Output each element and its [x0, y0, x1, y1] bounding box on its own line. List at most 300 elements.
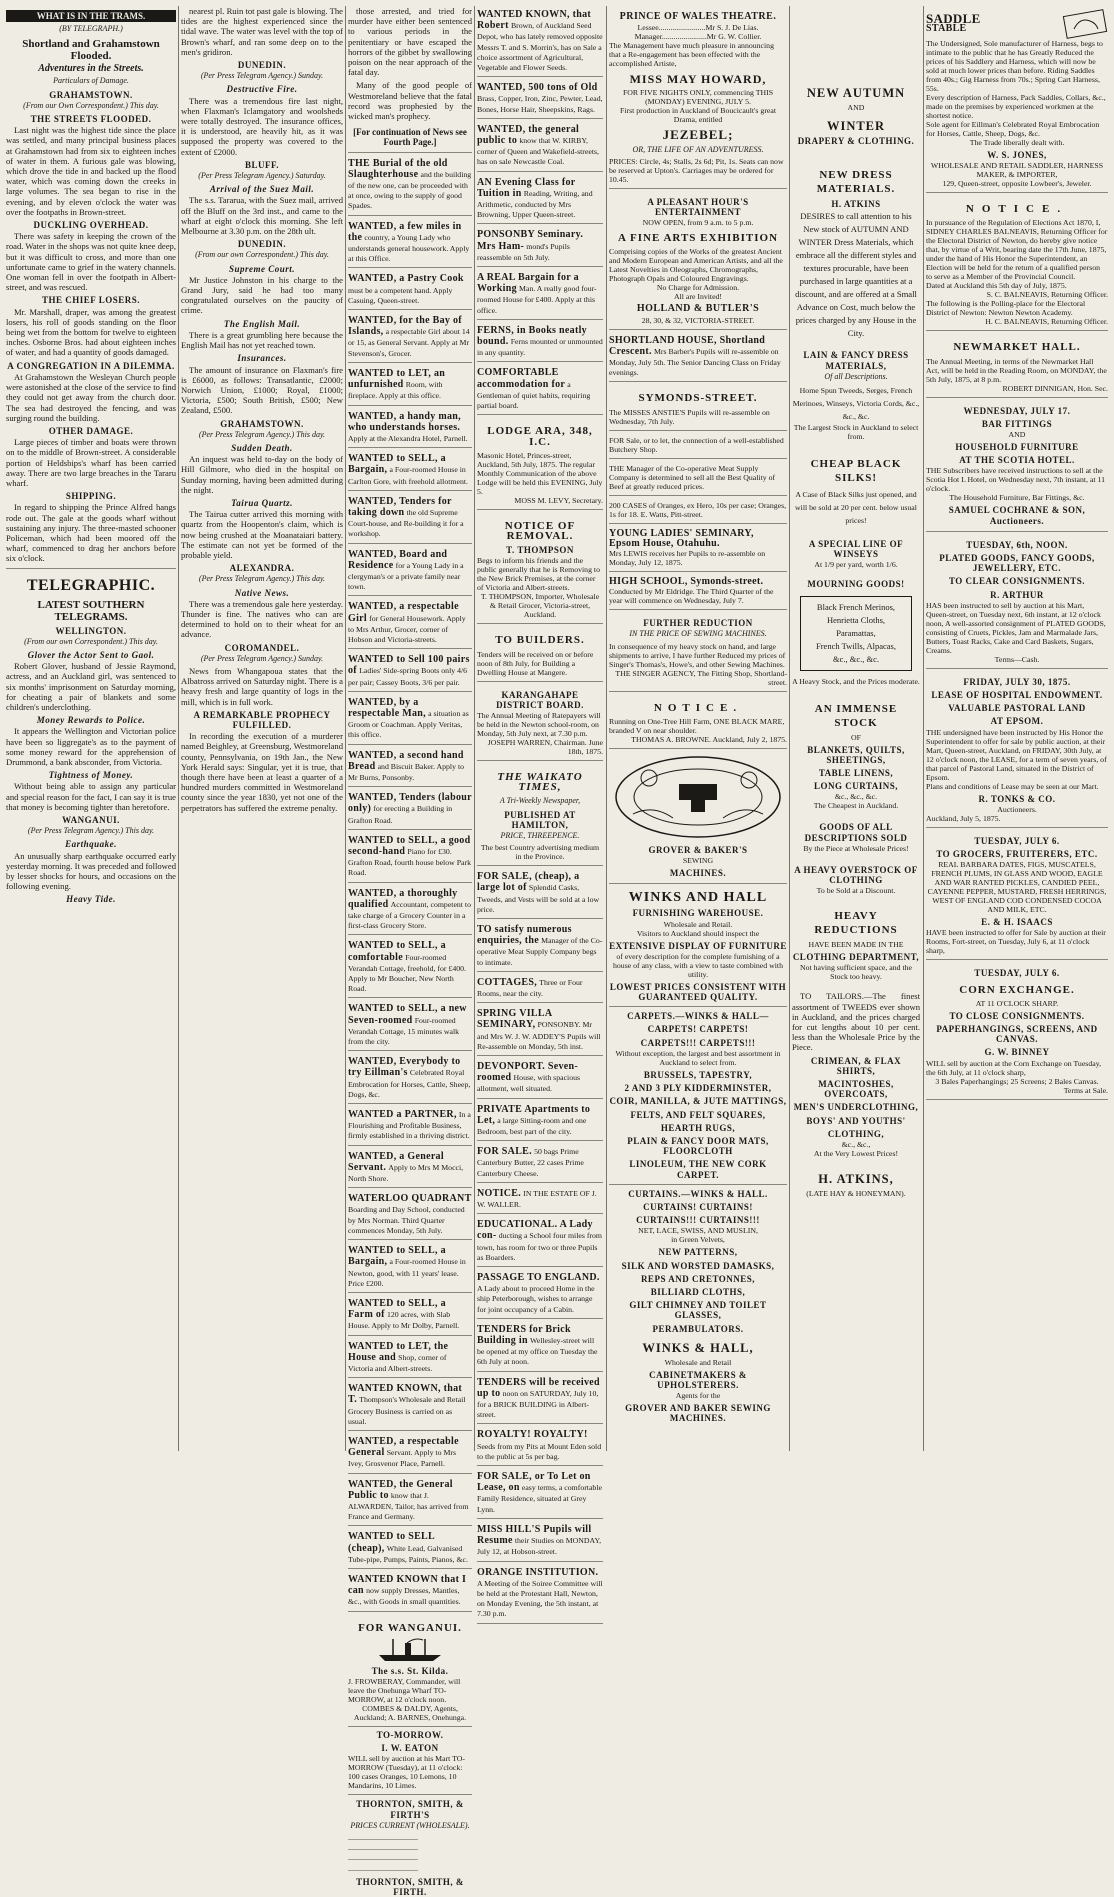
ad-body: and Biscuit Baker. Apply to Mr Burns, Ponsonby.: [348, 761, 465, 782]
mourning-item: Henrietta Cloths,: [826, 614, 886, 625]
curtain-velvets: in Green Velvets,: [671, 1235, 725, 1245]
winks-display-body: of every description for the complete furnishing of a house of any class, with a view to taste combined with utility.: [613, 951, 783, 979]
section-heading: A CONGREGATION IN A DILEMMA.: [7, 360, 175, 371]
ad-title: SPRING VILLA SEMINARY,: [477, 1008, 552, 1031]
removal-notice: [477, 512, 603, 625]
polling-place: The following is the Polling-place for the Electoral District of Newton: Newton Newton Academy.: [926, 299, 1086, 318]
ad-body: for a Young Lady in a clergyman's or a private family near town.: [348, 560, 464, 592]
entertainment-column-5: [609, 6, 787, 1451]
ad-body: the old Supreme Court-house, and Re-building it for a workshop.: [348, 507, 464, 539]
immense-stock: AN IMMENSE STOCK: [814, 702, 898, 729]
correspondent-line: (Per Press Telegram Agency.) Sunday.: [200, 71, 324, 81]
winks-furnishing: FURNISHING WAREHOUSE.: [632, 908, 764, 919]
discount: To be Sold at a Discount.: [816, 886, 896, 896]
isaacs-name: E. & H. ISAACS: [981, 917, 1053, 928]
seal-top-text: GROVER & BAKER'S: [648, 845, 748, 856]
notice-title: NOTICE.: [965, 203, 1069, 216]
dateline: DUNEDIN.: [237, 239, 287, 250]
ad-title: WANTED KNOWN, that Robert: [477, 9, 592, 32]
ad-body: their Studies on MONDAY, July 12, at Hobson-street.: [477, 1536, 602, 1557]
winks-display: EXTENSIVE DISPLAY OF FURNITURE: [609, 940, 787, 951]
shortland-ad: [609, 332, 787, 383]
ad-body: Brown, of Auckland Seed Depot, who has lately removed opposite Messrs T. and S. Morrin's, has on Sale a choice assortment of Agricultural, Vegetable and Flower Seeds.: [477, 21, 603, 73]
auction-column-7: [926, 6, 1108, 1451]
prices-current-title: THORNTON, SMITH, & FIRTH'S: [356, 1799, 464, 1820]
fine-arts-title: A FINE ARTS EXHIBITION: [617, 232, 779, 245]
for-sale-ad: FOR Sale, or to let, the connection of a well-established Butchery Shop.: [609, 433, 787, 459]
column-rule: [345, 6, 346, 1451]
wanganui-ship-ad: [348, 1614, 472, 1727]
wanted-ads-list: [348, 155, 472, 1612]
atkins-late: (LATE HAY & HONEYMAN).: [806, 1189, 906, 1199]
plated-date: TUESDAY, 6th, NOON.: [966, 539, 1068, 550]
classified-ad: [348, 1528, 472, 1569]
article-paragraph: In recording the execution of a murderer named Beighley, at Greensburg, Westmoreland county, Pennsylvania, on 19th Jan., the New York Herald says: Singular, yet it is true, that though there have been at least a quarter of a hundred murders committed in Westmoreland county since the year 1830, yet not one of the perpetrators has suffered the extreme penalty.: [181, 731, 343, 813]
drapery-clothing: DRAPERY & CLOTHING.: [797, 136, 915, 146]
theatre-lessee: Lessee........................Mr S. J. De Lias.: [637, 23, 759, 33]
article-paragraph: There was safety in keeping the crown of the road. Water in the shops was not quite knee deep, but it was difficult to cross, and more than one unfortunate came to grief in the watery channels. One woman fell in over the footpath in Albert-street, and was rescued.: [6, 231, 176, 293]
sewing-signature: THE SINGER AGENCY, The Fitting Shop, Shortland-street.: [615, 668, 787, 687]
arthur-name: R. ARTHUR: [990, 589, 1044, 600]
winks-wholesale-2: Wholesale and Retail: [664, 1357, 732, 1367]
ad-title: WANTED to SELL, a Bargain,: [348, 1245, 446, 1268]
karangahape-notice: [477, 684, 603, 761]
ad-body: House, with spacious allotment, well situated.: [477, 1073, 581, 1094]
high-school-title: HIGH SCHOOL, Symonds-street.: [609, 576, 764, 588]
ad-title: WANTED to LET, the House and: [348, 1340, 449, 1363]
article-paragraph: There was a tremendous gale here yesterday. Thunder is fine. The natives who can are determined to hold on to their wheat for an advance.: [181, 598, 343, 640]
saddle-signature-sub: WHOLESALE AND RETAIL SADDLER, HARNESS MAKER, & IMPORTER,: [930, 161, 1104, 180]
saddle-trade: The Trade liberally dealt with.: [969, 138, 1065, 147]
ad-body: In a Flourishing and Profitable Business, firmly established in a thriving district.: [348, 1110, 471, 1141]
grover-baker-line: GROVER AND BAKER SEWING MACHINES.: [625, 1403, 771, 1424]
clothing-body: Not having sufficient space, and the Stock too heavy.: [799, 963, 912, 982]
play-title: JEZEBEL;: [662, 127, 734, 143]
saddle-agent: Sole agent for Eillman's Celebrated Royal Embrocation for Horses, Cattle, Sheep, Dogs, &c.: [926, 120, 1100, 138]
classified-ad: [477, 6, 603, 77]
been-made: HAVE BEEN MADE IN THE: [808, 940, 904, 950]
classified-ad: [348, 694, 472, 745]
auction-date: TO-MORROW.: [376, 1729, 444, 1740]
classified-ad: [477, 269, 603, 320]
cheap-black-silks: CHEAP BLACK SILKS!: [810, 458, 902, 485]
ad-body: ducting a School four miles from town, has room for two or three Pupils as Boarders.: [477, 1231, 602, 1262]
karangahape-title: KARANGAHAPE DISTRICT BOARD.: [496, 689, 584, 710]
classified-ad: [348, 598, 472, 649]
by-telegraph: (BY TELEGRAPH.): [59, 24, 123, 33]
correspondent-line: (From our own Correspondent.) This day.: [195, 250, 329, 260]
story-heading: Insurances.: [237, 353, 287, 364]
dateline: COROMANDEL.: [224, 642, 300, 653]
ad-title: WANTED to Sell 100 pairs of: [348, 654, 470, 677]
winks-hall-footer: WINKS & HALL,: [642, 1340, 754, 1355]
saddle-titles: [926, 10, 981, 34]
section-heading: THE STREETS FLOODED.: [30, 114, 152, 125]
seminary-title: YOUNG LADIES' SEMINARY, Epsom House, Otahuhu.: [609, 527, 754, 549]
corn-time: AT 11 O'CLOCK SHARP.: [975, 998, 1059, 1008]
ad-body: Wellesley-street will be opened at my office on Tuesday the 6th July at noon.: [477, 1336, 598, 1367]
ad-body: a large Sitting-room and one Bedroom, best part of the city.: [477, 1115, 587, 1136]
horse-stamp-icon: [1062, 9, 1108, 39]
saddle-header: [926, 9, 1108, 39]
oranges-ad: 200 CASES of Oranges, ex Hero, 10s per case; Oranges, 1s for 18. E. Watts, Pitt-street.: [609, 498, 787, 524]
ad-title: WANTED, 500 tons of Old: [477, 82, 598, 94]
wanted-ads-list: [477, 6, 603, 415]
curtains-line: CURTAINS!!! CURTAINS!!!: [636, 1215, 760, 1226]
classified-ad: [348, 365, 472, 406]
ad-body: Thompson's Wholesale and Retail Grocery Business is carried on as usual.: [348, 1395, 466, 1426]
epsom-place: AT EPSOM.: [990, 716, 1044, 727]
classified-ad: [477, 121, 603, 172]
article-paragraph: There is a great grumbling here because the English Mail has not yet reached town.: [181, 329, 343, 351]
column-rule: [474, 6, 475, 1451]
classifieds-column-4: [477, 6, 603, 1619]
sewing-body: In consequence of my heavy stock on hand, and large shipments to arrive, I have further Reduced my prices of Singer's Thomas's, Howe's, and other Sewing Machines.: [609, 641, 786, 669]
notice-title: NOTICE.: [653, 701, 743, 714]
story-heading: Heavy Tide.: [66, 894, 116, 905]
classified-ad: [348, 1571, 472, 1612]
classified-ad: [477, 1426, 603, 1466]
article-paragraph: An inquest was held to-day on the body of Hill Gilmore, who died in the hospital on Sunday morning, having been admitted during the night.: [181, 454, 343, 495]
grocers-body: REAL BARBARA DATES, FIGS, MUSCATELS, FRENCH PLUMS, IN GLASS AND WOOD, EAGLE AND WAR RANTED PICKLES, CANDIED PEEL, CAYENNE PEPPER, MUSTARD, FRESH HERRINGS, WEST OF ENGLAND COD CONDENSED COCOA AND MILK, ETC.: [927, 860, 1107, 915]
classified-ad: [348, 408, 472, 449]
ad-body: A Lady about to proceed Home in the ship Peterborough, wishes to arrange for joint occupancy of a Cabin.: [477, 1284, 595, 1314]
ship-details: J. FROWBERAY, Commander, will leave the Onehunga Wharf TO-MORROW, at 12 o'clock noon.: [348, 1676, 461, 1704]
holland-butler: HOLLAND & BUTLER'S: [636, 303, 760, 315]
story-heading: Destructive Fire.: [226, 84, 298, 95]
etc-line-2: &c., &c.,: [841, 1140, 871, 1150]
new-dress-materials: NEW DRESS MATERIALS.: [816, 169, 896, 196]
correspondent-line: (Per Press Telegram Agency.) Saturday.: [198, 171, 326, 181]
theatre-manager: Manager.......................Mr G. W. Collier.: [634, 32, 762, 42]
binney-name: G. W. BINNEY: [984, 1047, 1050, 1058]
arthur-terms: Terms—Cash.: [994, 654, 1040, 664]
ad-title: WATERLOO QUADRANT: [348, 1193, 472, 1205]
mourning-box: [800, 596, 912, 671]
carpet-type: BRUSSELS, TAPESTRY,: [643, 1069, 753, 1080]
continuation-notice: [For continuation of News see Fourth Page.]: [348, 124, 472, 152]
binney-body: WILL sell by auction at the Corn Exchange on Tuesday, the 6th July, at 11 o'clock sharp,: [926, 1058, 1102, 1077]
article-paragraph: There was a tremendous fire last night, when Flaxman's Iclamgatory and woolsheds were totally destroyed. The insurance offices, it is understood, are heavily hit, as it was supposed the property was covered to the extent of £2000.: [181, 95, 343, 157]
waikato-times-ad: [477, 763, 603, 866]
newmarket-ad: [926, 333, 1108, 397]
ad-body: Piano for £30. Grafton Road, fourth house below Park Road.: [348, 847, 471, 878]
pleasant-hour: A PLEASANT HOUR'S ENTERTAINMENT: [647, 196, 749, 218]
sewing-machines-ad: [609, 612, 787, 691]
correspondent-line: (Per Press Telegram Agency.) This day.: [27, 826, 155, 836]
story-heading: The English Mail.: [223, 318, 301, 329]
classified-ad: [348, 1148, 472, 1189]
article-paragraph: An unusually sharp earthquake occurred early yesterday morning. It was preceded and followed by lesser shocks for hours, and occasions on the following evening.: [6, 850, 176, 892]
dateline: BLUFF.: [245, 159, 279, 170]
epsom-lease: LEASE OF HOSPITAL ENDOWMENT.: [931, 690, 1103, 701]
and-word: AND: [1008, 430, 1026, 440]
goods-all: GOODS OF ALL DESCRIPTIONS SOLD: [804, 822, 908, 843]
lodge-body: Masonic Hotel, Princes-street, Auckland, 5th July, 1875. The regular Monthly Communication of the above Lodge will be held this EVENING, July 5.: [477, 450, 603, 496]
lodge-ad: [477, 417, 603, 509]
exhibition-ad: [609, 191, 787, 330]
lain-fancy: LAIN & FANCY DRESS MATERIALS,: [803, 350, 909, 371]
ad-title: WANTED, the general public to: [477, 123, 580, 147]
section-heading: THE CHIEF LOSERS.: [42, 295, 140, 306]
auctioneer-name: I. W. EATON: [381, 1743, 439, 1754]
article-paragraph: It appears the Wellington and Victorian police have been so liggregate's as to the payment of some money reward for the apprehension of Drummond, a bank absconder, from Victoria.: [6, 726, 176, 767]
winks-wholesale: Wholesale and Retail.: [663, 919, 733, 929]
carpet-type: LINOLEUM, THE NEW CORK CARPET.: [629, 1159, 767, 1180]
cabinetmakers: CABINETMAKERS & UPHOLSTERERS.: [649, 1369, 747, 1390]
ad-title: THE Burial of the old Slaughterhouse: [348, 157, 448, 180]
ad-body: PONSONBY. Mr and Mrs W. J. W. ADDEY'S Pupils will Re-assemble on Monday, 5th inst.: [477, 1020, 601, 1051]
classified-ad: [477, 921, 603, 972]
ad-title: WANTED to LET, an unfurnished: [348, 367, 446, 391]
corn-date: TUESDAY, JULY 6.: [974, 968, 1060, 979]
carpets-line: CARPETS!!! CARPETS!!!: [640, 1037, 756, 1048]
bar-fittings: BAR FITTINGS: [981, 418, 1053, 429]
ad-title: COMFORTABLE accommodation for: [477, 367, 566, 390]
macintoshes: MACINTOSHES, OVERCOATS,: [818, 1079, 894, 1100]
ad-body: easy terms, a comfortable Family Residence, situated at Grey Lynn.: [477, 1483, 602, 1514]
classified-ad: [348, 651, 472, 692]
classified-ad: [477, 1468, 603, 1519]
ad-body: Shop, corner of Victoria and Albert-streets.: [348, 1352, 447, 1373]
theatre-first: First production in Auckland of Boucicault's great Drama, entitled: [619, 106, 776, 125]
dateline: GRAHAMSTOWN.: [49, 89, 133, 100]
telegraphic-heading: TELEGRAPHIC.: [26, 576, 156, 594]
classified-ad: [348, 546, 472, 597]
ad-body: a Four-roomed House in Carlton Gore, with freehold allotment.: [348, 465, 468, 486]
seal-bottom-text: MACHINES.: [669, 868, 727, 879]
classified-ad: [348, 1295, 472, 1336]
article-paragraph: Mr. Marshall, draper, was among the greatest losers, his roll of goods standing on the floor being wet from the bottom for twelve to eighteen inches. Osborne Bros. had about eighteen inches of water, and had a quantity of goods damaged.: [6, 306, 176, 358]
notice-ad: [609, 694, 787, 749]
ad-title: WANTED KNOWN, that T.: [348, 1383, 463, 1406]
section-heading: OTHER DAMAGE.: [48, 425, 134, 436]
cheapest-line: The Cheapest in Auckland.: [813, 801, 899, 811]
curtain-patterns: NEW PATTERNS,: [658, 1247, 738, 1258]
story-heading: Money Rewards to Police.: [36, 715, 146, 726]
divider: [609, 1006, 787, 1007]
ad-body: Manager of the Co-operative Meat Supply Company begs to intimate.: [477, 936, 603, 967]
classified-ad: [348, 1053, 472, 1104]
corn-exchange-ad: [926, 962, 1108, 1099]
lain-list: Home Spun Tweeds, Serges, French Merinoes, Winseys, Victoria Cords, &c., &c., &c.: [792, 386, 920, 422]
ad-body: Reading, Writing, and Arithmetic, conducted by Mrs Browning, Upper Queen-street.: [477, 188, 593, 220]
carpet-type: COIR, MANILLA, & JUTE MATTINGS,: [609, 1096, 787, 1107]
classified-ad: [477, 1216, 603, 1267]
ad-title: ROYALTY! ROYALTY!: [477, 1429, 588, 1441]
waikato-title: THE WAIKATO TIMES,: [497, 770, 583, 794]
mourning-item: &c., &c., &c.: [832, 653, 880, 664]
saddle-note: Every description of Harness, Pack Saddles, Collars, &c., made on the premises by experienced workmen at the shortest notice.: [926, 93, 1106, 120]
election-notice: [926, 195, 1108, 331]
dateline: WANGANUI.: [62, 815, 120, 825]
classified-ad: [348, 155, 472, 216]
ad-body: now supply Dresses, Mantles, &c., with Goods in small quantities.: [348, 1586, 461, 1607]
long-curtains: LONG CURTAINS,: [813, 781, 899, 792]
mourning-item: Paramattas,: [836, 627, 876, 638]
removal-signature: T. THOMPSON, Importer, Wholesale & Retail Grocer, Victoria-street, Auckland.: [480, 592, 600, 620]
article-paragraph: Many of the good people of Westmoreland believe that the fatal record was prophesied by the wicked man's prophecy.: [348, 80, 472, 122]
classified-ad: [348, 1380, 472, 1431]
ad-body: a Gentleman of quiet habits, requiring partial board.: [477, 379, 591, 411]
prices-signature: THORNTON, SMITH, & FIRTH.: [356, 1876, 464, 1897]
epsom-pastoral: VALUABLE PASTORAL LAND: [948, 703, 1086, 714]
section-heading: SHIPPING.: [65, 491, 117, 502]
article-paragraph: Last night was the highest tide since the place was settled, and many principal business places at Grahamstown had from six to eighteen inches of water in them. A furious gale was blowing, which drove the tide in and backed up the flood water, which was coming down the creeks in large volumes. The sea began to rise in the evening, and by eleven o'clock the water was over the footpaths in Brown-street.: [6, 125, 176, 217]
news-column-2: [181, 6, 343, 1451]
pleasant-body: NOW OPEN, from 9 a.m. to 5 p.m.: [642, 218, 754, 228]
atkins-name: H. ATKINS: [831, 199, 881, 210]
ad-title: WANTED, a General Servant.: [348, 1150, 444, 1173]
ship-name: The s.s. St. Kilda.: [371, 1665, 449, 1676]
all-invited: All are Invited!: [673, 292, 723, 302]
dateline: GRAHAMSTOWN.: [220, 418, 304, 429]
article-paragraph: those arrested, and tried for murder have either been sentenced to various periods in the penitentiary or have escaped the horrors of the gibbet by swallowing poison on the near approach of the fatal day.: [348, 6, 472, 78]
sale-ads-list: [477, 868, 603, 1623]
ad-body: Three or Four Rooms, near the city.: [477, 977, 583, 998]
theatre-title: PRINCE OF WALES THEATRE.: [619, 11, 777, 22]
ad-body: know that W. KIRBY, corner of Queen and Wakefield-streets, has on sale Newcastle Coal.: [477, 136, 599, 167]
newmarket-title: NEWMARKET HALL.: [953, 341, 1081, 354]
ad-title: WANTED, the General Public to: [348, 1478, 453, 1501]
waikato-price: PRICE, THREEPENCE.: [500, 830, 580, 840]
perambulators: PERAMBULATORS.: [652, 1323, 744, 1334]
waikato-subtitle: A Tri-Weekly Newspaper,: [499, 796, 581, 806]
grocers-ad: [926, 830, 1108, 961]
lowest-prices: At the Very Lowest Prices!: [813, 1149, 899, 1159]
carpet-type: FELTS, AND FELT SQUARES,: [630, 1109, 766, 1120]
article-paragraph: nearest pl. Ruin tot past gale is blowing. The tides are the highest experienced since the tidal wave. The water was level with the top of Brown's wharf, and ran some deep on to the men's gridiron.: [181, 6, 343, 57]
epsom-lease-ad: [926, 671, 1108, 828]
ad-title: MISS HILL'S Pupils will Resume: [477, 1523, 592, 1547]
classified-ad: [477, 1005, 603, 1056]
article-paragraph: The Tairua cutter arrived this morning with quartz from the Hoopenton's claim, which is now being crushed at the Moanataiari battery. The estimate can not yet be formed of the probable yield.: [181, 509, 343, 560]
prices-current-subtitle: PRICES CURRENT (WHOLESALE).: [350, 1820, 470, 1830]
ad-title: WANTED to SELL, a new Seven-roomed: [348, 1003, 467, 1026]
classified-ad: [348, 1338, 472, 1379]
ad-title: WANTED, a respectable General: [348, 1435, 459, 1459]
boys-youths: BOYS' AND YOUTHS': [806, 1115, 906, 1126]
classified-ad: [477, 1374, 603, 1425]
sewing-title: FURTHER REDUCTION: [643, 618, 753, 629]
ad-body: a Four-roomed House in Newton, good, with 11 years' lease. Price £200.: [348, 1257, 466, 1288]
ad-body: Splendid Casks, Tweeds, and Vests will be sold at a low price.: [477, 883, 600, 914]
ad-title: WANTED, a Pastry Cook: [348, 273, 464, 285]
story-heading: A REMARKABLE PROPHECY FULFILLED.: [193, 709, 331, 730]
scotia-signature: SAMUEL COCHRANE & SON, Auctioneers.: [948, 505, 1086, 526]
scotia-list: The Household Furniture, Bar Fittings, &c.: [949, 493, 1085, 503]
correspondent-line: (Per Press Telegram Agency.) This day.: [198, 574, 326, 584]
scotia-ad: [926, 400, 1108, 532]
high-school-ad: [609, 574, 787, 610]
section-heading: DUCKLING OVERHEAD.: [33, 220, 149, 231]
article-paragraph: In regard to shipping the Prince Alfred hangs rode out. The gale at the goods wharf without sustaining any injury. The three-masted schooner Policeman, which had been moored off the wharf, commenced to drag her anchors before six o'clock.: [6, 502, 176, 564]
karangahape-body: The Annual Meeting of Ratepayers will be held in the Newton school-room, on Monday, 5th July next, at 7.30 p.m.: [477, 710, 601, 738]
classified-ad: [477, 79, 603, 119]
article-paragraph: News from Whangapoua states that the Albatross arrived on Saturday night. There is a heavy fresh and large quantity of logs in the mill, which is in full work.: [181, 665, 343, 707]
tonks-sub: Auctioneers.: [997, 804, 1037, 814]
grover-baker-seal: [609, 751, 787, 885]
ad-title: A REAL Bargain for a Working: [477, 272, 579, 295]
star-name: MISS MAY HOWARD,: [629, 72, 767, 87]
correspondent-line: (From our own Correspondent.) This day.: [24, 636, 158, 646]
mens-underclothing: MEN'S UNDERCLOTHING,: [793, 1102, 919, 1113]
divider: [6, 568, 176, 569]
ad-body: 50 bags Prime Canterbury Butter, 22 cases Prime Canterbury Cheese.: [477, 1147, 584, 1178]
symonds-title: SYMONDS-STREET.: [638, 392, 758, 405]
article-paragraph: Robert Glover, husband of Jessie Raymond, actress, and an Auckland girl, was sentenced to six months' imprisonment on Saturday morning, for cheating a pair of blankets and some children's underclothing.: [6, 661, 176, 712]
ad-title: WANTED to SELL, a Bargain,: [348, 453, 446, 476]
arthur-body: HAS been instructed to sell by auction at his Mart, Queen-street, on Tuesday next, 6th instant, at 12 o'clock noon, A well-assorted consignment of PLATED GOODS, consisting of Cruets, Pickles, Jam and Marmalade Jars, Butters, Toast Racks, Cake and Card Baskets, Sugars, Creams.: [926, 600, 1106, 655]
ad-title: TENDERS will be received up to: [477, 1376, 600, 1399]
classified-ad: [348, 1242, 472, 1293]
grocers-title: TO GROCERS, FRUITERERS, ETC.: [936, 849, 1098, 860]
ad-title: AN Evening Class for Tuition in: [477, 176, 576, 199]
holland-address: 28, 30, & 32, VICTORIA-STREET.: [641, 315, 755, 325]
table-linens: TABLE LINENS,: [818, 768, 894, 779]
classified-ad: [348, 1000, 472, 1051]
classified-ad: [348, 789, 472, 830]
etc-line: &c., &c., &c.: [834, 792, 878, 802]
classified-ad: [348, 1433, 472, 1474]
classified-ad: [477, 1521, 603, 1562]
saddle-signature: W. S. JONES,: [987, 150, 1047, 160]
clothing-word: CLOTHING,: [827, 1128, 885, 1139]
notice-signature: THOMAS A. BROWNE. Auckland, July 2, 1875.: [631, 734, 787, 744]
carpet-type: HEARTH RUGS,: [660, 1122, 736, 1133]
winks-visitors: Visitors to Auckland should inspect the: [636, 928, 760, 938]
curtain-types: NET, LACE, SWISS, AND MUSLIN,: [638, 1226, 758, 1236]
ad-body: 120 acres, with Slab House. Apply to Mr Dolby, Parnell.: [348, 1310, 460, 1331]
top-banner: WHAT IS IN THE TRAMS.: [6, 10, 176, 22]
classifieds-column-3: [348, 6, 472, 1897]
ad-title: TO satisfy numerous enquiries, the: [477, 923, 572, 947]
lodge-title: LODGE ARA, 348, I.C.: [487, 425, 593, 448]
ad-title: WANTED, Tenders (labour only): [348, 792, 472, 815]
winks-hall-heading: WINKS AND HALL: [628, 890, 768, 906]
classified-ad: [477, 226, 603, 267]
sewing-subtitle: IN THE PRICE OF SEWING MACHINES.: [629, 629, 767, 639]
flood-headline: Shortland and Grahamstown Flooded.: [22, 38, 160, 63]
article-paragraph: Mr Justice Johnston in his charge to the Grand Jury, said he had too many congratulated ourselves on the paucity of crime.: [181, 274, 343, 316]
curtain-reps: REPS AND CRETONNES,: [640, 1273, 756, 1284]
mourning-body: A Heavy Stock, and the Prices moderate.: [792, 676, 920, 686]
ad-body: IN THE ESTATE OF J. W. WALLER.: [477, 1188, 597, 1210]
shortland-title: SHORTLAND HOUSE, Shortland Crescent.: [609, 334, 766, 357]
ad-body: Four-roomed Verandah Cottage, freehold, for £400. Apply to Mr Boucher, New North Road.: [348, 952, 466, 994]
correspondent-line: (From our Own Correspondent.) This day.: [23, 100, 159, 110]
high-school-body: Conducted by Mr Eldridge. The Third Quarter of the year will commence on Wednesday, July 7.: [609, 587, 774, 606]
plated-clear: TO CLEAR CONSIGNMENTS.: [948, 576, 1086, 587]
correspondent-line: (Per Press Telegram Agency.) Sunday.: [200, 653, 324, 663]
ad-title: FOR SALE.: [477, 1146, 532, 1158]
story-heading: Native News.: [234, 587, 290, 598]
classified-ad: [348, 1106, 472, 1146]
saddle-ad: [926, 6, 1108, 193]
waikato-published: PUBLISHED AT HAMILTON,: [504, 809, 576, 830]
builders-title: TO BUILDERS.: [495, 634, 585, 647]
ship-agents: COMBES & DALDY, Agents, Auckland; A. BARNES, Onehunga.: [353, 1703, 467, 1722]
column-rule: [789, 6, 790, 1451]
classified-ad: [477, 1143, 603, 1183]
tonks-date: Auckland, July 5, 1875.: [926, 813, 1001, 823]
removal-name: T. THOMPSON: [506, 545, 574, 556]
ship-ad-title: FOR WANGANUI.: [358, 1621, 462, 1634]
polling-signature: H. C. BALNEAVIS, Returning Officer.: [985, 317, 1108, 327]
article-paragraph: At Grahamstown the Wesleyan Church people were astonished at the close of the service to find they could not get away from the church door. The sea had destroyed the fencing, and was surging round the building.: [6, 371, 176, 423]
ad-body: country, a Young Lady who understands general housework. Apply at this Office.: [348, 232, 470, 264]
classified-ad: [348, 493, 472, 544]
